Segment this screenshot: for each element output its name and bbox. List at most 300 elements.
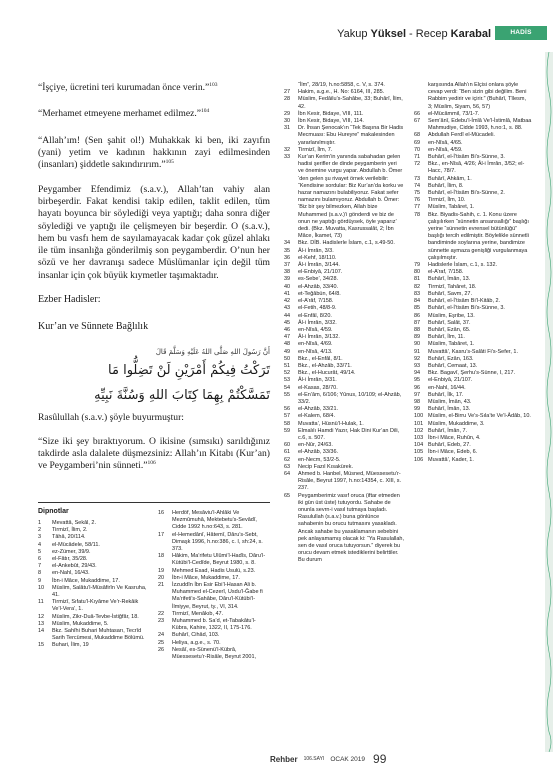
footnote-number: 50 [284, 355, 291, 362]
footnote [284, 493, 404, 565]
footnote-number: 62 [284, 456, 291, 463]
footnote-number: 48 [284, 341, 291, 348]
footnote-number [414, 82, 428, 111]
footnote-number: 13 [38, 620, 45, 627]
footnote-text: en-Nahl, 16/44. [428, 384, 466, 391]
footnote-text: Buhârî, Salât, 37. [428, 319, 471, 326]
footnote-number: 52 [284, 370, 291, 377]
footnote [284, 82, 404, 89]
footnote-number: 26 [158, 646, 165, 653]
footnote-number: 35 [284, 247, 291, 254]
footnote-text: İzzuddîn İbn Esir Ebi’l-Hasan Ali b. Muhammed el-Cezerî, Usdu’l-Ğabe fi Ma’rifeti’s-Sahâbe, Dâru’l-Kütübi’l-İlmiyye, Beyrut, ty., VI, 314. [172, 582, 263, 610]
footnote-text: Ahmed b. Hanbel, Müsned, Müessesetu’r-Risâle, Beyrut 1997, h.no:14354, c. XIII, s. 237. [298, 470, 402, 492]
footnote-text: et-Teğâbün, 64/8. [298, 290, 341, 297]
footnote-text: Müslim, Tabâret, 1. [428, 341, 475, 348]
footnote-number: 97 [414, 391, 421, 398]
footnote-text: Âl-i İmrân, 3/32. [298, 319, 337, 326]
footnote [284, 96, 404, 110]
footnote [284, 147, 404, 154]
footnote [38, 556, 150, 563]
footnote [158, 553, 270, 567]
footnote [284, 377, 404, 384]
footnote-number: 4 [38, 541, 42, 548]
footnote [158, 611, 270, 618]
footnote [284, 305, 404, 312]
footnote-text: Buhârî, İlm, 11. [428, 334, 465, 341]
footnote-number: 93 [414, 362, 421, 369]
footnote-text: Buhârî, İmân, 7. [428, 427, 468, 434]
footnote-text: en-Nîsâ, 4/59. [428, 146, 463, 153]
footnote-number: 46 [284, 326, 291, 333]
footnotes-col-2 [158, 510, 270, 661]
footnote-number: 51 [284, 362, 291, 369]
footnote-text: el-Hemedânî, Hâtemî, Dâru’s-Sebt, Dimaşk 1996, h.no:386, c. I, sh:24, s. 373. [172, 531, 263, 553]
footnote [414, 421, 532, 428]
footnote-number: 5 [38, 548, 42, 555]
footnote-text: Tirmizî, İlm, 7. [298, 146, 333, 153]
footnote [414, 212, 532, 262]
footnote-text: en-Necm, 53/2-5. [298, 456, 341, 463]
footnote [414, 197, 532, 204]
footnote-text: Bkz., el-Enfâl, 8/1. [298, 355, 343, 362]
footnote [158, 640, 270, 647]
footnote-number: 96 [414, 384, 421, 391]
footnote [284, 363, 404, 370]
footnote-number: 1 [38, 520, 42, 526]
footnote-text: el-Ahzâb, 33/40. [298, 283, 339, 290]
footnote-text: Hakim, a.g.e., H. No: 6164, III, 285. [298, 89, 385, 96]
footnote-text: el-A’raf, 7/158. [428, 269, 464, 276]
footnote [38, 563, 150, 570]
quote-1: “İşçiye, ücretini teri kurumadan önce verin.”$^{103}$ [38, 82, 218, 94]
footnote [414, 435, 532, 442]
footnote-text: Bkz. Bagavî, Şerhu’s-Sünne, I, 217. [428, 370, 516, 377]
footnote-number: 29 [284, 110, 291, 117]
footnote [38, 527, 150, 534]
footnote-number: 40 [284, 283, 291, 290]
footnote-number: 69 [414, 139, 421, 146]
author-sep: - [406, 28, 416, 40]
footnote-text: Muvattâ’, Kasru’s-Salâti Fi’s-Sefer, 1. [428, 348, 518, 355]
footnote-text: el-Enbiyâ, 21/107. [428, 377, 473, 384]
issue-number: 106.SAYI [303, 756, 325, 762]
footnote-number: 8 [38, 570, 42, 577]
footnote [158, 575, 270, 582]
footnote-text: Herdöf, Mesâviu’l-Ahlâki Ve Mezmûmuhâ, Mektebetu’s-Sevâdî, Cidde 1992 h.no:643, s. 281. [172, 510, 257, 531]
footnote-number: 19 [158, 567, 165, 574]
footnote-text: Buhârî, Ahkâm, 1. [428, 175, 472, 182]
footnote-text: Tirmizî, Tahâret, 18. [428, 283, 477, 290]
footnote-text: Elmalılı Hamdi Yazır, Hak Dini Kur’an Dili, c.6, s. 507. [298, 427, 400, 441]
footnote-text: el-Kehf, 18/110. [298, 254, 337, 261]
footnote [414, 320, 532, 327]
footnote [414, 82, 532, 111]
footnote-text: el-Ankebût, 29/43. [52, 563, 97, 570]
footnote [284, 413, 404, 420]
footnote-text: Abdullah Ferdî el-Mücadeli. [428, 132, 495, 139]
footnote-text: Tâhâ, 20/114. [52, 534, 86, 541]
footnote-text: el-Mücâdele, 58/11. [52, 541, 100, 548]
footnote-text: Buhârî, Savm, 27. [428, 290, 473, 297]
footnote-number: 53 [284, 377, 291, 384]
footnote [414, 334, 532, 341]
footnote-text: Müslim, Tabâret, 1. [428, 204, 475, 211]
footnote-text: en-Nahl, 16/43. [52, 570, 90, 577]
footnote-number: 83 [414, 290, 421, 297]
footnote [284, 406, 404, 413]
footnote-number: 65 [284, 492, 291, 499]
footnote-number: 38 [284, 269, 291, 276]
footnote-number: 6 [38, 556, 42, 563]
footnote-number: 70 [414, 146, 421, 153]
footnote-number: 17 [158, 531, 165, 538]
footnote-text: Nesâî, es-Sünenü’l-Kübrâ, Müessesetu’r-Risâle, Beyrut 2001, [172, 646, 257, 661]
footnote [284, 284, 404, 291]
footnote-number: 95 [414, 377, 421, 384]
paragraph-2: Rasûlullah (s.a.v.) şöyle buyurmuştur: [38, 411, 184, 423]
footnote-number: 25 [158, 639, 165, 646]
footnote [414, 161, 532, 175]
footnote [414, 305, 532, 312]
footnote [38, 599, 150, 613]
footnote-number: 64 [284, 470, 291, 477]
footnote-number: 56 [284, 406, 291, 413]
footnote-number: 32 [284, 146, 291, 153]
footnote-text: el-Ahzâb, 33/36. [298, 449, 339, 456]
footnote-text: Mehmed Esad, Hadis Usulü, s.23. [172, 567, 256, 574]
footnote [414, 449, 532, 456]
footnote-text: en-Nîsâ, 4/59. [298, 326, 333, 333]
footnote-text: el-Kasas, 28/70. [298, 384, 338, 391]
footnote-number: 85 [414, 305, 421, 312]
footnote [158, 582, 270, 611]
footnote [284, 385, 404, 392]
footnote-number: 99 [414, 406, 421, 413]
footnote-text: Peygamberimiz vasıf oruca (iftar etmeden iki gün üst üste) tutuyordu. Sahabe de onunla sevrn-i vasıl tutmaya başladı. Rasulullah (s.a.v.) buna gönlünce sahabenin bu orucu tutmasını yasakladı. Ancak sahabe bu yasaklamanın sebebini pek anlayamamış olacak ki: “Ya Rasulallah, sen de vasıl oruca tutuyorsun.” diyerek bu orucu devam etmek istediklerini belirttiler. Bu durum [298, 492, 404, 564]
footnote-number: 28 [284, 96, 291, 103]
footnote-number: 63 [284, 463, 291, 470]
footnote-text: en-Nîsâ, 4/69. [298, 341, 333, 348]
footnote [414, 356, 532, 363]
footnote-number: 77 [414, 204, 421, 211]
footnote-number: 88 [414, 326, 421, 333]
footnote-number: 101 [414, 420, 424, 427]
footnote-text: Buhârî, Ezân, 65. [428, 326, 471, 333]
footnote-text: Buhari, İlim, 19 [52, 642, 89, 649]
footnote [414, 118, 532, 132]
footnote-text: İbn Kesir, Bidaye, VIII, 111. [298, 110, 364, 117]
author1-first: Yakup [337, 28, 371, 40]
footnote [414, 176, 532, 183]
footnote [414, 428, 532, 435]
page-header [0, 0, 553, 50]
section-badge: HADİS DERSLERİ [495, 26, 547, 40]
footnotes-col-3 [284, 82, 404, 565]
footnote-text: İbn-i Mâce, Edeb, 6. [428, 449, 478, 456]
footnote-text: en-Nûr, 24/63. [298, 442, 333, 449]
footnote [158, 532, 270, 554]
footnote-number: 76 [414, 197, 421, 204]
footnote-number: 10 [38, 584, 45, 591]
footnote-number: 45 [284, 319, 291, 326]
footnote-number: 31 [284, 125, 291, 132]
footnote-text: İbn Kesir, Bidaye, VIII, 114. [298, 118, 364, 125]
footnote [38, 614, 150, 621]
footnote-text: Tirmizî, İlim, 2. [52, 527, 88, 534]
footnote-number: 67 [414, 118, 421, 125]
footnote [284, 154, 404, 240]
footnote-number: 100 [414, 413, 424, 420]
footnote-number: 104 [414, 442, 424, 449]
footnote-number: 74 [414, 182, 421, 189]
footnotes-rule [38, 502, 270, 503]
magazine-brand: Rehber [270, 754, 298, 764]
footnote-number: 60 [284, 442, 291, 449]
footnote-text: Âl-i İmrân, 3/144. [298, 262, 340, 269]
footnote-text: en-Nîsâ, 4/13. [298, 348, 333, 355]
footnote-text: Bkz., en-Nîsâ, 4/26; Âl-i İmrân, 3/52; el-Hacc, 78/7. [428, 161, 525, 175]
footnote [284, 428, 404, 442]
footnote [414, 204, 532, 211]
authors [337, 28, 491, 40]
footnote [284, 255, 404, 262]
footnote-number: 49 [284, 348, 291, 355]
footnote [284, 341, 404, 348]
footnote-number: 7 [38, 563, 42, 570]
footnotes-col-4 [414, 82, 532, 464]
footnote-text: Buhârî, Edeb, 27. [428, 442, 471, 449]
footnote-number: 39 [284, 276, 291, 283]
footnote-number: 36 [284, 254, 291, 261]
footnote-text: Müslim, Fedâilu’s-Sahâbe, 33; Buhârî, İlim, 42. [298, 96, 403, 110]
footnote-text: İbn-i Mâce, Ruhûn, 4. [428, 434, 481, 441]
footnote-text: Hâkim, Ma’rifetu Ulûmi’l-Hadîs, Dâru’l-Kütübi’l-Cedîde, Beyrut 1980, s. 8. [172, 553, 266, 567]
footnote-number: 27 [284, 89, 291, 96]
footnote-text: Buhârî, el-İ’tisâm Bi’l-Kitâb, 2. [428, 298, 501, 305]
footnote-number: 24 [158, 632, 165, 639]
footnote-number: 9 [38, 577, 42, 584]
footnote [414, 140, 532, 147]
footnote [284, 421, 404, 428]
footnotes-col-1 [38, 520, 150, 650]
footnote [284, 276, 404, 283]
issue-date: OCAK 2019 [330, 755, 366, 763]
footnote [284, 111, 404, 118]
footnote-number: 78 [414, 211, 421, 218]
footnote-text: el-Mücâmmil, 73/1-7. [428, 110, 480, 117]
footnote-text: el-En’âm, 6/106; Yûnus, 10/109; el-Ahzâb, 33/2. [298, 391, 402, 405]
footnote-number: 37 [284, 262, 291, 269]
footnote-number: 16 [158, 510, 165, 516]
quote-2: “Merhamet etmeyene merhamet edilmez.”$^{104}$ [38, 108, 210, 120]
footnote-text: ez-Zümer, 39/9. [52, 548, 91, 555]
footnote-text: Bkz. Sahîhi Buhari Muhtasarı, Tecrîd Sarih Tercümesi, Mukaddime Bölümü. [52, 628, 145, 642]
footnote [414, 385, 532, 392]
footnote [414, 370, 532, 377]
footnote-number: 12 [38, 613, 45, 620]
footnote [284, 125, 404, 147]
footnote [414, 132, 532, 139]
footnote [38, 628, 150, 642]
arabic-intro: أَنَّ رَسُولَ اللهِ صَلَّى اللهُ عَلَيْهِ وَسَلَّمَ قَالَ [155, 347, 270, 356]
footnote [284, 262, 404, 269]
footnote-number: 89 [414, 334, 421, 341]
footnote-number: 81 [414, 276, 421, 283]
footnote [414, 363, 532, 370]
paragraph-1: Peygamber Efendimiz (s.a.v.), Allah’tan vahiy alan birbeşerdir. Fakat kendisi takip edilen, taklit edilen, tüm hayatı boyunca bir söylediği veya yaptığı; daha sonra diğer söylediği ve yaptığı ile çelişmeyen bir beşerdir. O (s.a.v.), hem bu vasfı hem de sayılamayacak kadar çok güzel ahlakı ile tüm insanlığa gönderilmiş son peygamberdir. O’nun her sözü ve her davranışı sadece Müslümanlar için değil tüm insanlar için çok büyük kıymetler taşımaktadır. [38, 183, 270, 281]
footnote-text: Mevattâ, Sekâl, 2. [52, 520, 97, 526]
footnote-text: Buhârî, İlim, 8. [428, 182, 464, 189]
footnote-number: 86 [414, 312, 421, 319]
footnote-number: 68 [414, 132, 421, 139]
footnote-number: 58 [284, 420, 291, 427]
footnote-number: 103 [414, 434, 424, 441]
footnote-text: Buhârî, el-İ’tisâm Bi’s-Sünne, 2. [428, 190, 505, 197]
footnote-number: 20 [158, 574, 165, 581]
footnote-text: Sem’ânî, Edebu’l-İmlâ Ve’l-İstimlâ, Matbaa Mahmudiye, Cidde 1993, h.no:1, s. 88. [428, 118, 532, 132]
footnote-text: Buhârî, İmân, 13. [428, 406, 471, 413]
footnote [414, 276, 532, 283]
footnote-number: 66 [414, 110, 421, 117]
footnote-text: Buhârî, İlk, 17. [428, 391, 464, 398]
footnote-number: 14 [38, 628, 45, 635]
footnote [414, 341, 532, 348]
footnote-number: 42 [284, 298, 291, 305]
quote-4: “Size iki şey bıraktıyorum. O ikisine (sımsıkı) sarıldığınız takdirde asla dalalete düşmezsiniz: Allah’ın Kitabı (Kur’an) ve Peygamberi’nin sünneti.”$^{106}$ [38, 435, 270, 472]
footnote-text: Muvattâ’, Kader, 1. [428, 456, 474, 463]
footnote-text: Buhârî, Ezân, 163. [428, 355, 474, 362]
footnote-number: 102 [414, 427, 424, 434]
footnote-text: en-Nîsâ, 4/65. [428, 139, 463, 146]
footnote [284, 449, 404, 456]
footnote-text: “İlm”, 28/19, h.no:5858, c. V, s. 374. [298, 82, 385, 88]
footnote-number: 92 [414, 355, 421, 362]
footnote [158, 618, 270, 632]
footnote-number: 57 [284, 413, 291, 420]
footnote [414, 457, 532, 464]
footnote-number: 2 [38, 527, 42, 534]
footnote [158, 632, 270, 639]
footnote-text: el-Kalem, 68/4. [298, 413, 335, 420]
footnote [414, 413, 532, 420]
author2-first: Recep [415, 28, 451, 40]
footnote [158, 568, 270, 575]
footnote-text: el-Enbiyâ, 21/107. [298, 269, 343, 276]
footnote-number: 71 [414, 154, 421, 161]
footnote-text: Buhârî, Cemaat, 13. [428, 362, 478, 369]
footnote-number: 82 [414, 283, 421, 290]
footnote [38, 542, 150, 549]
footnote-text: Tirmizî, Sıfatu’l-Kıyâme Ve’r-Rekâik Ve’l-Vera’, 1. [52, 599, 139, 613]
footnote [38, 621, 150, 628]
footnote-text: Hadislerle İslam, c.1, s. 132. [428, 262, 498, 269]
footnote [414, 262, 532, 269]
footnote-text: el-Fâtır, 35/28. [52, 556, 88, 563]
footnote-number: 90 [414, 341, 421, 348]
footnote-number: 54 [284, 384, 291, 391]
footnote-text: Tirmizî, İlm, 10. [428, 197, 466, 204]
footnote-number: 98 [414, 398, 421, 405]
footnote-number: 34 [284, 240, 291, 247]
footnote-text: el-Enfâl, 8/20. [298, 312, 332, 319]
footnote-text: Tirmizî, Menâkıb, 47. [172, 610, 224, 617]
footnote [38, 578, 150, 585]
footnote-number: 61 [284, 449, 291, 456]
quote-3: “Allah’ım! (Sen şahit ol!) Muhakkak ki ben, iki zayıfın (yani) yetim ve kadının hakkının zayi edilmesinden (insanları) şiddetle sakındırırım.”$^{105}$ [38, 134, 270, 171]
footnote [284, 269, 404, 276]
footnote [284, 298, 404, 305]
footnote [284, 334, 404, 341]
footnote [414, 313, 532, 320]
main-text [38, 82, 270, 485]
footnote-text: Bkz. Biyadis-Sahih, c. 1. Konu üzere çalışılırken “sünnetin ansansallığı” başlığı yerine “sünnetin evrensel bütünlüğü” başlığı tercih edilmiştir. Böylelikle sünnetli bandiminde soylarına yerine, bandimize sünnette aymaza genişliği vurgulanmaya çalışılmıştır. [428, 211, 529, 261]
footnote-number: 73 [414, 175, 421, 182]
footnote [38, 534, 150, 541]
footnote-text: Muhammed b. Sa’d, et-Tabakâtu’l-Kübra, Kahire, 1322, II, 175-176. [172, 618, 256, 632]
footnote [414, 183, 532, 190]
side-ornament [543, 52, 553, 752]
page-footer [270, 752, 386, 766]
footnote-number: 84 [414, 298, 421, 305]
footnote [414, 284, 532, 291]
footnote-text: Muvatta’, Hüsnü’l-Hulak, 1. [298, 420, 364, 427]
footnote-number: 55 [284, 391, 291, 398]
footnote-text: el-A’râf, 7/158. [298, 298, 334, 305]
footnote-number: 47 [284, 334, 291, 341]
footnote [158, 647, 270, 661]
heading-ezber: Ezber Hadisler: [38, 294, 101, 306]
footnote-number: 41 [284, 290, 291, 297]
footnote [284, 349, 404, 356]
footnote-number: 22 [158, 610, 165, 617]
footnote [284, 464, 404, 471]
footnote-number: 30 [284, 118, 291, 125]
footnote-text: Müslim, Mukaddime, 3. [428, 420, 485, 427]
footnote-text: Müslim, Eşribe, 13. [428, 312, 475, 319]
footnote-text: Âl-i İmrân, 3/31. [298, 377, 337, 384]
footnote [414, 349, 532, 356]
footnote-text: Müslim, Zikr-Duâ-Tevbe-İstiğfâr, 18. [52, 613, 139, 620]
footnote-number: 72 [414, 161, 421, 168]
footnote-text: Buhârî, el-İ’tisâm Bi’s-Sünne, 3. [428, 154, 505, 161]
footnote [284, 313, 404, 320]
footnote [284, 291, 404, 298]
footnote-number: 91 [414, 348, 421, 355]
footnotes-title: Dipnotlar [38, 508, 69, 515]
footnote-number: 11 [38, 599, 44, 606]
footnote-number: 44 [284, 312, 291, 319]
footnote-text: Dr. İhsan Şenocak’ın “Tek Başına Bir Hadis Mecmuası: Ebu Hureyre” makalesinden yararlanılmıştır. [298, 125, 404, 146]
footnote-text: Buhârî, el-İ’tisâm Bi’s-Sünne, 3. [428, 305, 505, 312]
footnote [414, 291, 532, 298]
footnote-number: 79 [414, 262, 421, 269]
footnote-text: Müslim, Mukaddime, 5. [52, 620, 109, 627]
footnote [414, 147, 532, 154]
footnote-number: 3 [38, 534, 42, 541]
footnote [284, 240, 404, 247]
footnote-text: Müslim, el-Birru Ve’s-Sıla’te Ve’l-Âdâb, 10. [428, 413, 531, 420]
page-number: 99 [373, 752, 387, 766]
footnote-number: 33 [284, 154, 291, 161]
footnote [38, 642, 150, 649]
author2-last: Karabal [450, 28, 491, 40]
footnote-text: İbn-i Mâce, Mukaddime, 17. [172, 574, 240, 581]
footnote-number: 94 [414, 370, 421, 377]
footnote-text: İbn-i Mâce, Mukaddime, 17. [52, 577, 120, 584]
footnote-text: karşısında Allah’ın Elçisi onlara şöyle cevap verdi: “Ben sizin gibi değilim. Beni Rabbim yedirir ve içirir.” (Buhârî, Tîlesm, 3; Müslim, Siyam, 56, 57) [428, 82, 527, 110]
footnote-text: Kur’an Kerim’in yanında sabahadan gelen hadisi şerifler de dinde peygamberin yeri ve önemine vurgu yapar. Abdullah b. Ömer ‘den gelen şu rivayet örnek verilebilir: “Kendisine sordular: Biz Kur’an’da korku ve hazar namazını bulabiliyoruz. Fakat sefer namazını bulamıyoruz. Abdullah b. Ömer: ‘Biz bir şey bilmezken, Allah bize Muhammed (s.a.v.)’i gönderdi ve biz de onun ne yaptığı gördüysek, öyle yaparız’ dedi. (Bkz. Muvatta, Kasrussalât, 2; İbn Mâce, İkamet, 73) [298, 154, 404, 240]
footnote [38, 585, 150, 599]
